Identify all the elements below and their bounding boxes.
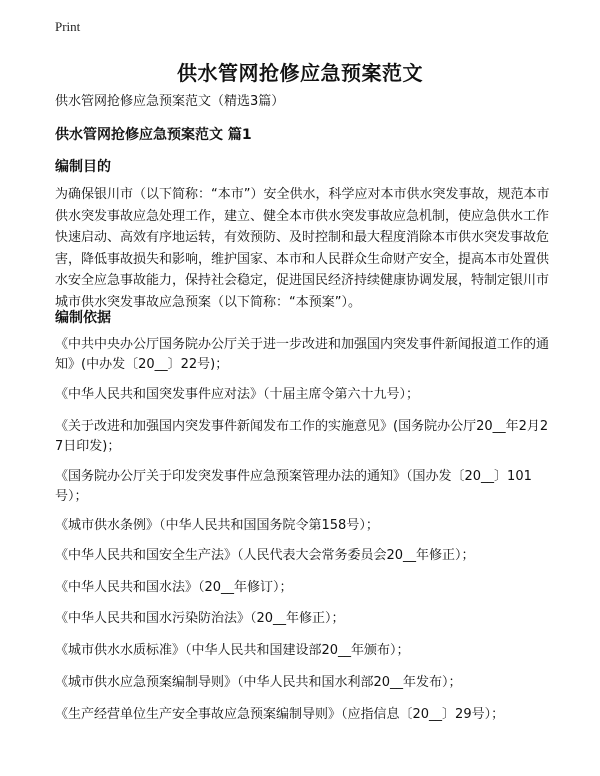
basis-item: 《城市供水应急预案编制导则》（中华人民共和国水利部20__年发布）； (55, 675, 462, 690)
document-title: 供水管网抢修应急预案范文 (177, 61, 423, 85)
basis-item: 《生产经营单位生产安全事故应急预案编制导则》（应指信息〔20__〕29号）； (55, 707, 505, 722)
basis-item: 《中华人民共和国安全生产法》（人民代表大会常务委员会20__年修正）； (55, 548, 475, 563)
basis-item: 《中华人民共和国水污染防治法》（20__年修正）； (55, 611, 345, 626)
section-heading: 供水管网抢修应急预案范文 篇1 (55, 127, 252, 143)
purpose-heading: 编制目的 (55, 159, 111, 175)
basis-item: 《中华人民共和国水法》（20__年修订）； (55, 580, 293, 595)
basis-item: 《中华人民共和国突发事件应对法》（十届主席令第六十九号）； (55, 387, 420, 402)
document-subtitle: 供水管网抢修应急预案范文（精选3篇） (55, 94, 285, 109)
purpose-paragraph: 为确保银川市（以下简称：“本市”）安全供水，科学应对本市供水突发事故，规范本市供水突发事故应急处理工作，建立、健全本市供水突发事故应急机制，使应急供水工作快速启动、高效有序地运转，有效预防、及时控制和最大程度消除本市供水突发事故危害，降低事故损失和影响，维护国家、本市和人民群众生命财产安全，提高本市处置供水安全应急事故能力，保持社会稳定，促进国民经济持续健康协调发展，特制定银川市城市供水突发事故应急预案（以下简称：“本预案”）。 (55, 187, 550, 310)
basis-item: 《城市供水水质标准》（中华人民共和国建设部20__年颁布）； (55, 643, 410, 658)
basis-item: 《国务院办公厅关于印发突发事件应急预案管理办法的通知》（国办发〔20__〕101号）； (55, 469, 532, 504)
print-label: Print (55, 19, 81, 34)
basis-item: 《城市供水条例》（中华人民共和国国务院令第158号）； (55, 518, 379, 533)
basis-item: 《关于改进和加强国内突发事件新闻发布工作的实施意见》(国务院办公厅20__年2月27日印发)； (55, 419, 549, 454)
basis-heading: 编制依据 (55, 310, 111, 326)
basis-item: 《中共中央办公厅国务院办公厅关于进一步改进和加强国内突发事件新闻报道工作的通知》(中办发〔20__〕22号)； (55, 337, 550, 372)
